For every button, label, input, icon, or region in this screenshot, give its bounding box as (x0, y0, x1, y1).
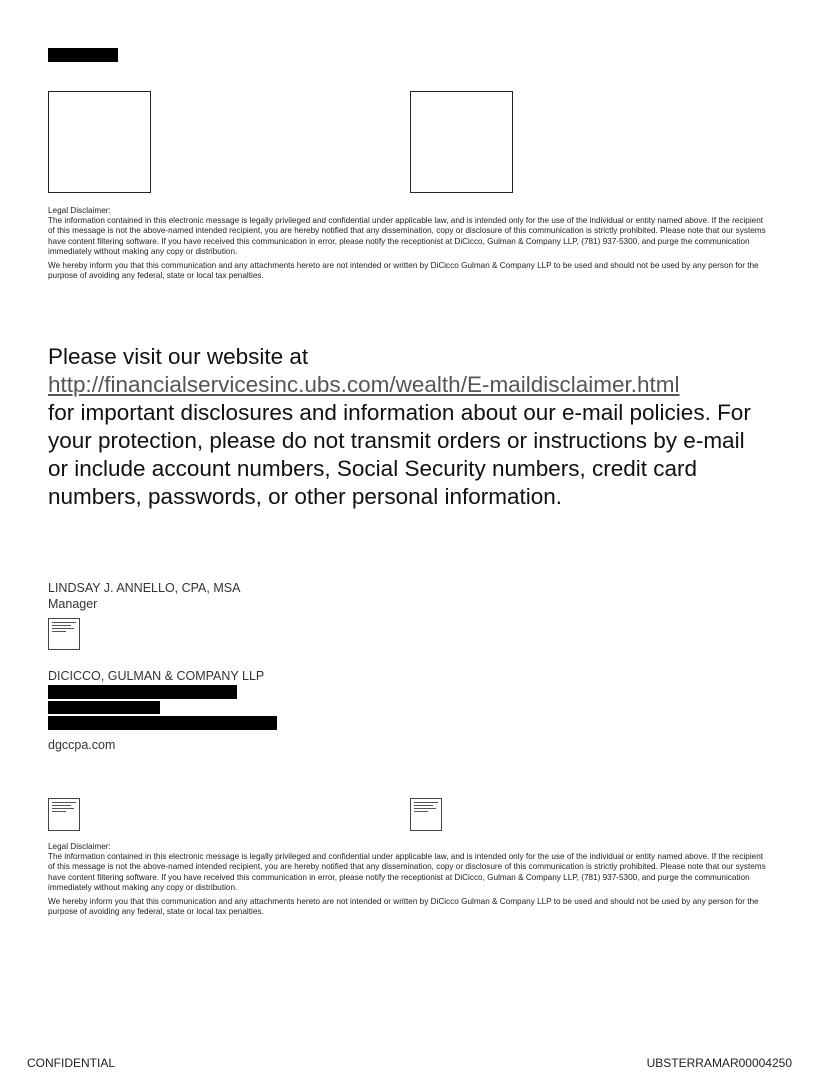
legal-disclaimer-top (48, 206, 768, 285)
disclaimer-heading: Legal Disclaimer: (48, 842, 111, 851)
signature-title: Manager (48, 597, 98, 611)
disclaimer-tax-notice: We hereby inform you that this communication and any attachments hereto are not intended or written by DiCicco Gulman & Company LLP to be used and should not be used by any person for the purpose of avoiding any federal, state or local tax penalties. (48, 261, 759, 281)
notice-intro: Please visit our website at (48, 344, 309, 369)
company-name: DICICCO, GULMAN & COMPANY LLP (48, 669, 265, 683)
image-placeholder-right (410, 91, 513, 193)
signature-name: LINDSAY J. ANNELLO, CPA, MSA (48, 581, 241, 595)
notice-body: for important disclosures and information about our e-mail policies. For your protection, please do not transmit orders or instructions by e-mail or include account numbers, Social Security numbers, credit card numbers, passwords, or other personal information. (48, 400, 751, 509)
legal-disclaimer-bottom (48, 842, 768, 921)
redacted-address-line-1 (48, 685, 237, 699)
image-icon-right (410, 798, 442, 831)
image-icon-left (48, 798, 80, 831)
image-placeholder-left (48, 91, 151, 193)
redaction-bar (48, 48, 118, 62)
disclaimer-tax-notice: We hereby inform you that this communication and any attachments hereto are not intended or written by DiCicco Gulman & Company LLP to be used and should not be used by any person for the purpose of avoiding any federal, state or local tax penalties. (48, 897, 759, 917)
company-website: dgccpa.com (48, 738, 116, 752)
disclaimer-link[interactable]: http://financialservicesinc.ubs.com/wealth/E-maildisclaimer.html (48, 372, 680, 397)
logo-image-icon (48, 618, 80, 650)
disclaimer-heading: Legal Disclaimer: (48, 206, 111, 215)
redacted-address-line-3 (48, 716, 277, 730)
footer-confidential: CONFIDENTIAL (27, 1056, 116, 1070)
footer-bates-number: UBSTERRAMAR00004250 (646, 1056, 792, 1070)
redacted-address-line-2 (48, 701, 160, 714)
disclaimer-body: The information contained in this electronic message is legally privileged and confidential under applicable law, and is intended only for the use of the individual or entity named above. If the recipient of this message is not the above-named intended recipient, you are hereby notified that any dissemination, copy or disclosure of this communication is strictly prohibited. Please note that our systems have content filtering software. If you have received this communication in error, please notify the receptionist at DiCicco, Gulman & Company LLP, (781) 937-5300, and purge the communication immediately without making any copy or distribution. (48, 216, 766, 256)
email-policy-notice (48, 343, 768, 511)
disclaimer-body: The information contained in this electronic message is legally privileged and confidential under applicable law, and is intended only for the use of the individual or entity named above. If the recipient of this message is not the above-named intended recipient, you are hereby notified that any dissemination, copy or disclosure of this communication is strictly prohibited. Please note that our systems have content filtering software. If you have received this communication in error, please notify the receptionist at DiCicco, Gulman & Company LLP, (781) 937-5300, and purge the communication immediately without making any copy or distribution. (48, 852, 766, 892)
